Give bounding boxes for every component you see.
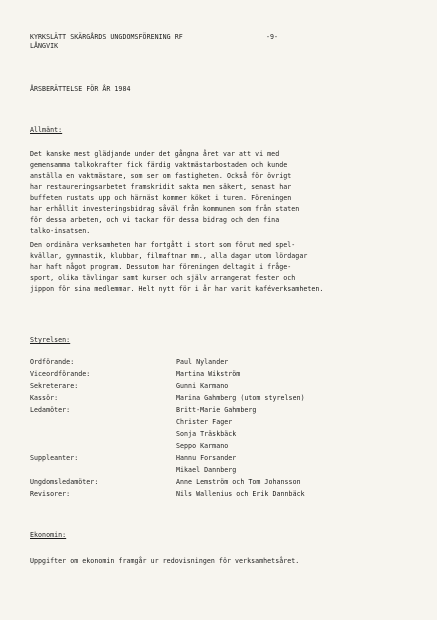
board-role: Sekreterare: (30, 382, 79, 390)
text-line: Den ordinära verksamheten har fortgått i stort som förut med spel- (30, 241, 296, 249)
text-line: anställa en vaktmästare, som ser om fastigheten. Också för övrigt (30, 172, 292, 180)
board-role: Ledamöter: (30, 406, 71, 414)
board-member: Hannu Forsander (176, 454, 237, 462)
board-member: Christer Fager (176, 418, 233, 426)
text-line: Det kanske mest glädjande under det gångna året var att vi med (30, 150, 280, 158)
text-line: buffeten rustats upp och härnäst kommer köket i turen. Föreningen (30, 194, 292, 202)
text-line: kvällar, gymnastik, klubbar, filmaftnar mm., alla dagar utom lördagar (30, 252, 308, 260)
board-member: Marina Gahmberg (utom styrelsen) (176, 394, 305, 402)
text-line: talko-insatsen. (30, 227, 91, 235)
document-title: ÅRSBERÄTTELSE FÖR ÅR 1984 (30, 85, 131, 93)
board-member: Seppo Karmano (176, 442, 229, 450)
section-heading-allmant: Allmänt: (30, 126, 63, 134)
board-member: Sonja Träskbäck (176, 430, 237, 438)
board-member: Martina Wikström (176, 370, 241, 378)
board-member: Mikael Dannberg (176, 466, 237, 474)
text-line: gemensamma talkokrafter fick färdig vaktmästarbostaden och kunde (30, 161, 288, 169)
text-line: har restaureringsarbetet framskridit sakta men säkert, senast har (30, 183, 292, 191)
board-role: Ungdomsledamöter: (30, 478, 99, 486)
section-heading-ekonomin: Ekonomin: (30, 531, 67, 539)
board-member: Paul Nylander (176, 358, 229, 366)
text-line: sport, olika tävlingar samt kurser och själv arrangerat fester och (30, 274, 296, 282)
board-role: Kassör: (30, 394, 59, 402)
page-number: -9- (266, 33, 279, 41)
board-role: Suppleanter: (30, 454, 79, 462)
text-line: har haft något program. Dessutom har föreningen deltagit i fråge- (30, 263, 292, 271)
org-name-line2: LÅNGVIK (30, 42, 59, 50)
board-role: Ordförande: (30, 358, 75, 366)
board-role: Viceordförande: (30, 370, 91, 378)
org-name-line1: KYRKSLÄTT SKÄRGÅRDS UNGDOMSFÖRENING RF (30, 33, 183, 41)
board-member: Nils Wallenius och Erik Dannbäck (176, 490, 305, 498)
board-member: Gunni Karmano (176, 382, 229, 390)
text-line: jippon för sina medlemmar. Helt nytt för i år har varit kaféverksamheten. (30, 285, 324, 293)
text-line: har erhållit investeringsbidrag såväl från kommunen som från staten (30, 205, 300, 213)
section-heading-styrelsen: Styrelsen: (30, 336, 71, 344)
text-line: för dessa arbeten, och vi tackar för dessa bidrag och den fina (30, 216, 280, 224)
ekonomin-text: Uppgifter om ekonomin framgår ur redovisningen för verksamhetsåret. (30, 557, 300, 565)
board-member: Anne Lemström och Tom Johansson (176, 478, 301, 486)
board-member: Britt-Marie Gahmberg (176, 406, 257, 414)
board-role: Revisorer: (30, 490, 71, 498)
